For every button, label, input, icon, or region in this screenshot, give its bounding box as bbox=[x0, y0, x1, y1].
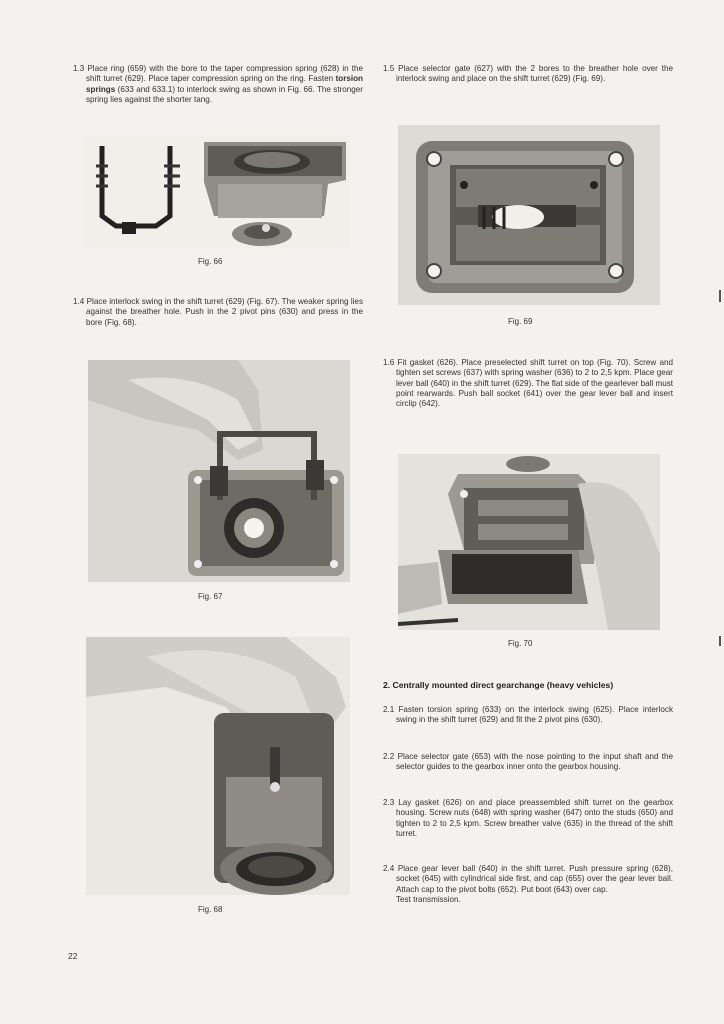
step-text: Place gear lever ball (640) in the shift turret. Push pressure spring (628), socket (645) with cylindrical side first, and cap (655) over the gear lever ball. Attach cap to the pivot bolts (652). Put boot (643) over cap. bbox=[396, 864, 673, 894]
step-number: 1.6 bbox=[383, 358, 395, 367]
hand-placing-interlock-swing-illustration bbox=[88, 360, 350, 582]
step-extra-text: Test transmission. bbox=[396, 894, 461, 904]
step-2-2 bbox=[383, 752, 673, 773]
scan-edge-mark bbox=[719, 636, 721, 646]
selector-gate-on-turret-illustration bbox=[398, 125, 660, 305]
fitting-preselected-turret-illustration bbox=[398, 454, 660, 630]
step-number: 2.4 bbox=[383, 864, 395, 873]
step-text: Fasten torsion spring (633) on the interlock swing (625). Place interlock swing in the shift turret (629) and fit the 2 pivot pins (630). bbox=[396, 705, 674, 725]
interlock-swing-and-turret-illustration bbox=[84, 136, 350, 248]
figure-68-photo bbox=[86, 637, 350, 895]
step-number: 1.5 bbox=[383, 64, 395, 73]
figure-66-caption: Fig. 66 bbox=[198, 257, 223, 266]
step-1-6 bbox=[383, 358, 673, 409]
step-text: Place ring (659) with the bore to the taper compression spring (628) in the shift turret (629). Place taper compression spring on the ring. Fasten bbox=[86, 64, 363, 84]
step-text: Place selector gate (627) with the 2 bores to the breather hole over the interlock swing and place on the shift turret (629) (Fig. 69). bbox=[396, 64, 673, 84]
step-2-3 bbox=[383, 798, 673, 839]
section-2-heading: 2. Centrally mounted direct gearchange (heavy vehicles) bbox=[383, 680, 614, 690]
step-number: 1.4 bbox=[73, 297, 85, 306]
step-1-5 bbox=[383, 64, 673, 85]
step-number: 2.3 bbox=[383, 798, 395, 807]
step-number: 2.2 bbox=[383, 752, 395, 761]
page-number: 22 bbox=[68, 951, 78, 961]
step-bold-text: torsion springs bbox=[86, 74, 363, 94]
step-1-3 bbox=[73, 64, 363, 105]
step-text: Fit gasket (626). Place preselected shift turret on top (Fig. 70). Screw and tighten set screws (637) with spring washer (636) to 2 to 2,5 kpm. Place gear lever ball (640) in the shift turret (629). The flat side of the gearlever ball must point rearwards. Push ball socket (641) over the gear lever ball and insert circlip (642). bbox=[396, 358, 674, 409]
scan-edge-mark bbox=[719, 290, 721, 302]
step-text: Place selector gate (653) with the nose pointing to the input shaft and the selector guides to the gearbox inner onto the gearbox housing. bbox=[396, 752, 673, 772]
hand-pressing-pivot-pin-illustration bbox=[86, 637, 350, 895]
figure-69-photo bbox=[398, 125, 660, 305]
figure-70-caption: Fig. 70 bbox=[508, 639, 533, 648]
figure-67-caption: Fig. 67 bbox=[198, 592, 223, 601]
step-text: Place interlock swing in the shift turret (629) (Fig. 67). The weaker spring lies against the breather hole. Push in the 2 pivot pins (630) and press in the bore (Fig. 68). bbox=[86, 297, 363, 327]
figure-69-caption: Fig. 69 bbox=[508, 317, 533, 326]
step-text: Lay gasket (626) on and place preassembled shift turret on the gearbox housing. Screw nuts (648) with spring washer (647) onto the studs (650) and tighten to 2 to 2,5 kpm. Screw breather valve (635) in the thread of the shift turret. bbox=[396, 798, 673, 838]
step-text-cont: (633 and 633.1) to interlock swing as shown in Fig. 66. The stronger spring lies against the shorter tang. bbox=[86, 84, 363, 104]
step-number: 2.1 bbox=[383, 705, 395, 714]
figure-67-photo bbox=[88, 360, 350, 582]
figure-70-photo bbox=[398, 454, 660, 630]
step-2-1 bbox=[383, 705, 673, 726]
step-number: 1.3 bbox=[73, 64, 85, 73]
step-2-4 bbox=[383, 864, 673, 905]
figure-66-photo bbox=[84, 136, 350, 248]
step-1-4 bbox=[73, 297, 363, 328]
figure-68-caption: Fig. 68 bbox=[198, 905, 223, 914]
